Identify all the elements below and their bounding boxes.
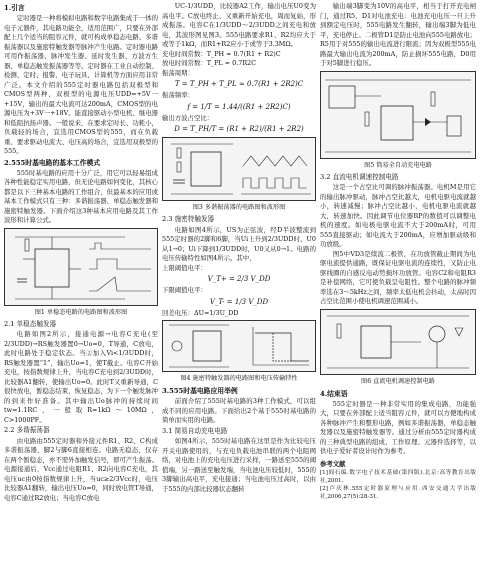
paragraph: 前面介绍了555时基电路的3种工作模式，可以组成不同的应用电路。下面给出2个基于555时基电路的简单而实用的电路。 (162, 397, 316, 424)
figure-3 (162, 137, 316, 201)
figure-caption: 图3 多谐振荡器的电路图和波形图 (192, 204, 286, 211)
figure-1 (4, 228, 158, 306)
paragraph: 图5中VD3是续流二极管，在功放管截止期间为电驱电流提供通路，既保证电驱电流的连续性，又防止电驱线圈的自感反电动势损坏功放管。电容C2和电阻R3是补偿网络，它可使负载呈电阻性。整个电路的脉冲频率选在3～5kHz之间，频率太低电机会抖动，太高时因占空比范围小使电机调速范围减小。 (320, 249, 476, 305)
monostable-circuit-diagram (5, 229, 157, 305)
paragraph: 由电路由555定时器和外接元件R1、R2、C构成多谐振荡器，脚2与脚6直接相连。电路无稳态，仅存在两个暂稳态，亦不需外加触发信号，即可产生振荡。电源接通后，Vcc通过电阻R1、R2向电容C充电，其电压uc由0按指数规律上升，当uc≥2/3Vcc时，电压比较器A1翻转，输出电压Uo=0，同时放电管T导通，电容C通过R2放电；当电容C放电 (4, 436, 158, 502)
paragraph: 电路如图2所示，接通电源→电容C充电(至2/3UDD)→RS触发器置0→Uo=0，T导通，C放电，此时电路处于稳定状态。当②加入Vi<1/3UDD时，RS触发器置“1”，输出Uo=1，使T截止。电容C开始充电，按指数规律上升，当电容C充电到2/3UDD时，比较器A1翻转，使输出Uo=0。此时T又重新导通，C很快放电，暂稳态结束，恢复稳态，为下一个触发脉冲的到来作好准备。其中输出Uo脉冲的持续时间tw=1.1RC，一般取R=1kΩ～10MΩ，C>1000PF。 (4, 330, 158, 424)
subsection-heading: 2.3 施密特触发器 (162, 215, 215, 223)
formula: V_T+ = 2/3 V_DD (207, 275, 271, 283)
subsection-heading: 3.2 直流电机调速控制电路 (320, 172, 399, 181)
schmitt-trigger-diagram (163, 321, 315, 371)
formula-label: 振荡频率： (162, 91, 194, 99)
figure-caption: 图1 单稳态电路的电路图和波形图 (34, 308, 128, 316)
figure-caption: 图5 简易全自动充电电路 (364, 161, 432, 169)
motor-speed-circuit-diagram (321, 310, 475, 374)
formula: V_T- = 1/3 V_DD (209, 297, 269, 306)
formula-label: 回差电压：ΔU=1/3U_DD (162, 308, 239, 317)
section-heading: 3.555时基电路应用举例 (162, 387, 238, 395)
column-2 (162, 2, 316, 494)
formula: f = 1/T = 1.44/((R1 + 2R2)C) (187, 102, 291, 111)
subsection-heading: 3.1 简易自动充电电路 (162, 426, 228, 435)
column-1 (4, 2, 158, 503)
figure-6 (320, 309, 476, 375)
formula-label: 上限阈值电平： (162, 263, 207, 272)
figure-4 (162, 320, 316, 372)
paragraph: 如图4所示，555时基电路在这里是作为比较电压开关电路使用的，与充电负载电池串联的两个电阻网络，对电池上的充电电压进行采样，一路送至555的阈值端，另一路送至触发端，当电池电压较低时，555的3脚输出高电平，充电接通；当电池电压过高时，以由于555的内部比较器状态翻转 (162, 437, 316, 493)
references-heading: 参考文献 (320, 459, 346, 468)
column-3 (320, 2, 476, 501)
paragraph: 555定时器是一种非常实用的集成电路，功能强大，只要在外部配上适当阻容元件，就可以方便地构成各种脉冲产生和整形电路，例如多谐振荡器，单稳态触发器以及施密特触发器等。通过分析由555定时器构成的三种典型电路的组成、工作原理、元器件选择等，以供电子爱好者设计时作为参考。 (320, 399, 476, 455)
subsection-heading: 2.1 单稳态触发器 (4, 319, 57, 328)
formula-label: 放电时间常数：T_PL ≈ 0.7R2C (162, 59, 257, 67)
paragraph: 这是一个占空比可调的脉冲振荡器。电机M是用它的输出脉冲驱动，脉冲占空比越大，电机电驱电流就越小，转速减慢；脉冲占空比越小，电机电驱电流就越大，转速加快。因此调节电位器RP的数值可以调整电机的速度。如电极电驱电流不大于200mA时，可用555直接驱动；如电流大于200mA，应增加驱动级和功放级。 (320, 183, 476, 248)
formula-label: 输出方波占空比： (162, 113, 214, 122)
paragraph: 输出端3脚变为10V的高电平，相当于打开充电闸门，通过R5、D1对电池充电：电池充电电压一旦上升到额定电压时，555电路发生翻转，输出端3脚为低电平，充电停止。二极管D1是防止电池向555电路放电；R5用于对555的输出电流进行限流；因为双极型555电路最大输出电流为200mA，防止损坏555电路，D0用于对5脚进行稳压。 (320, 2, 476, 67)
section-heading: 1.引言 (4, 4, 25, 12)
section-heading: 2.555时基电路的基本工作模式 (4, 158, 101, 167)
figure-5 (320, 71, 476, 159)
paragraph: 定时器是一种将模拟电路和数字电路集成于一体的电子元器件，其电路功能全，适用范围广，只要在外部配上几个适当的阻容元件，就可构成单稳态电路、多谐振荡器以及施密特触发器等脉冲产生电路。定时器电路可用作振荡器、脉冲发生器、延时发生器、方波方生器、单稳态触发振荡器等等。定时器在工业自动控制、检测、定时、报警、电子玩具、计算机等方面应用非常广泛。本文介绍的555定时器电路包括双极型和CMOS型两种，双极型的电源电压UDD=+5V一+15V，输出的最大电流可达200mA，CMOS型的电源电压为+3V一+18V。能直接驱动小型电机、继电器和低阻抗扬声器。一般说来，在要求定时长、功耗小，负载轻的场合，宜选用CMOS型的555，而在负载重、要求驱动电流大、电压高的场合，宜选用双极型的555。 (4, 14, 158, 155)
formula-label: 下限阈值电平： (162, 286, 207, 294)
charger-circuit-diagram (321, 72, 475, 158)
figure-caption: 图6 直流电机调速控制电路 (361, 377, 435, 385)
reference-item: [1]阎石编.数字电子技术基础(第四版).北京:高等教育出版社,2001. (320, 470, 476, 484)
section-heading: 4.结束语 (320, 389, 348, 398)
formula: T = T_PH + T_PL ≈ 0.7(R1 + 2R2)C (174, 80, 304, 88)
subsection-heading: 2.2 多谐振荡器 (4, 426, 50, 434)
paragraph: 555时基电路的应用十分广泛，用它可以轻易组成各种性能稳定实用电路，但无论电路如何变化，其核心都是以下三种基本电路的工作组合，但最基本的应用或基本工作模式只有三种：多谐振荡器、单稳态触发器和施密特触发器。下面介绍这3种基本应用电路及其工作波形和计算公式。 (4, 168, 158, 224)
paragraph: UC-1/3UDD，比较器A2工作，输出电压U0变为高电平。C放电终止、又重新开始充电，周而复始，形成振荡。电容C在1/3UDD～2/3UDD之间充电和放电，其波形图见图3。555电路要求R1、R2均应大于或等于1kΩ，而R1+R2应小于或等于3.3MΩ。 (162, 2, 316, 48)
astable-circuit-diagram (163, 138, 315, 200)
formula-label: 充电时间常数：T_PH ≈ 0.7(R1 + R2)C (162, 49, 281, 58)
formula-label: 振荡周期： (162, 68, 194, 77)
formula: D = T_PH/T = (R1 + R2)/(R1 + 2R2) (174, 125, 304, 133)
reference-item: [2]卢庆林.555定时器原理与应用.西安交通大学出版社,2006,27(5):28-31. (320, 486, 476, 500)
paragraph: 电路如图4所示，US为正弦波，经D半波整流到555定时器的2脚和6脚，当Ui上升到2/3UDD时，U0从1→0；Ui下降到1/3UDD时，U0又从0→1。电路的电压传输特性如图4所示。其中， (162, 225, 316, 262)
figure-caption: 图4 施密特触发器的电路图和电压传输特性 (180, 375, 298, 382)
